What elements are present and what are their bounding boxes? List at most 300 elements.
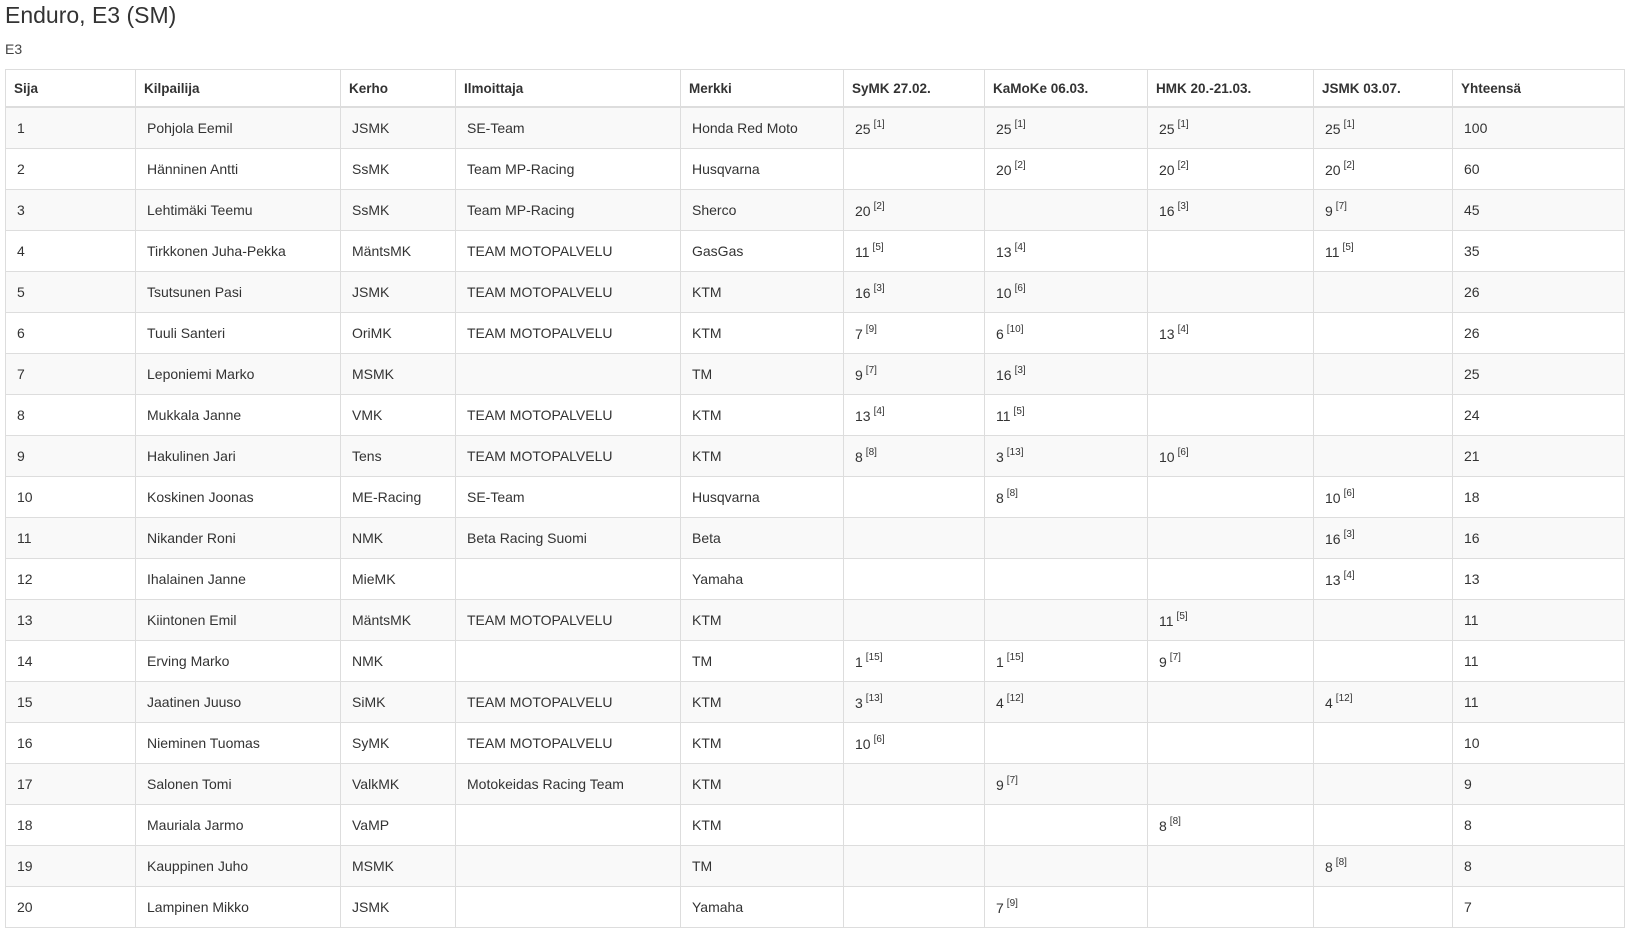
round-points: 4 [1325, 695, 1333, 711]
cell-total: 10 [1453, 723, 1625, 764]
cell-total: 11 [1453, 600, 1625, 641]
col-header-club[interactable]: Kerho [341, 70, 456, 108]
cell-total: 100 [1453, 107, 1625, 149]
cell-round-1-points [844, 682, 985, 723]
cell-position: 3 [6, 190, 136, 231]
cell-round-4-points [1314, 231, 1453, 272]
round-placing: [3] [1014, 365, 1026, 376]
cell-position: 5 [6, 272, 136, 313]
cell-club: ME-Racing [341, 477, 456, 518]
cell-total: 11 [1453, 641, 1625, 682]
cell-entrant [456, 354, 681, 395]
round-points: 20 [855, 203, 871, 219]
round-points: 13 [1325, 572, 1341, 588]
round-placing: [6] [1177, 447, 1189, 458]
round-points: 7 [996, 900, 1004, 916]
round-placing: [10] [1006, 324, 1024, 335]
cell-round-3-points [1148, 723, 1314, 764]
col-header-round-3[interactable]: HMK 20.-21.03. [1148, 70, 1314, 108]
table-row [6, 559, 1625, 600]
cell-round-1-points [844, 313, 985, 354]
cell-round-3-points [1148, 559, 1314, 600]
cell-entrant [456, 846, 681, 887]
cell-round-1-points [844, 518, 985, 559]
round-placing: [5] [1342, 242, 1354, 253]
cell-competitor: Hakulinen Jari [136, 436, 341, 477]
cell-club: JSMK [341, 272, 456, 313]
cell-total: 11 [1453, 682, 1625, 723]
table-row [6, 231, 1625, 272]
cell-round-3-points [1148, 846, 1314, 887]
round-points: 20 [1325, 162, 1341, 178]
cell-club: SiMK [341, 682, 456, 723]
cell-round-2-points [985, 887, 1148, 928]
cell-round-2-points [985, 641, 1148, 682]
cell-round-4-points [1314, 272, 1453, 313]
cell-round-4-points [1314, 682, 1453, 723]
cell-round-1-points [844, 107, 985, 149]
cell-brand: KTM [681, 395, 844, 436]
col-header-entrant[interactable]: Ilmoittaja [456, 70, 681, 108]
cell-round-2-points [985, 477, 1148, 518]
round-points: 13 [996, 244, 1012, 260]
round-placing: [1] [1343, 119, 1355, 130]
cell-total: 7 [1453, 887, 1625, 928]
table-row [6, 477, 1625, 518]
round-points: 8 [855, 449, 863, 465]
round-placing: [7] [1335, 201, 1347, 212]
round-placing: [8] [1335, 857, 1347, 868]
cell-club: ValkMK [341, 764, 456, 805]
cell-position: 15 [6, 682, 136, 723]
cell-round-2-points [985, 600, 1148, 641]
cell-brand: KTM [681, 313, 844, 354]
round-points: 13 [855, 408, 871, 424]
cell-brand: KTM [681, 764, 844, 805]
round-points: 10 [1325, 490, 1341, 506]
cell-round-3-points [1148, 149, 1314, 190]
cell-round-4-points [1314, 518, 1453, 559]
table-row [6, 190, 1625, 231]
cell-round-2-points [985, 846, 1148, 887]
cell-position: 16 [6, 723, 136, 764]
round-points: 8 [996, 490, 1004, 506]
round-points: 20 [996, 162, 1012, 178]
round-placing: [4] [1343, 570, 1355, 581]
round-points: 25 [1159, 121, 1175, 137]
cell-round-1-points [844, 190, 985, 231]
round-placing: [6] [1343, 488, 1355, 499]
cell-round-3-points [1148, 477, 1314, 518]
cell-competitor: Mauriala Jarmo [136, 805, 341, 846]
cell-club: JSMK [341, 887, 456, 928]
round-points: 1 [996, 654, 1004, 670]
cell-competitor: Hänninen Antti [136, 149, 341, 190]
cell-position: 13 [6, 600, 136, 641]
cell-round-2-points [985, 559, 1148, 600]
cell-round-3-points [1148, 354, 1314, 395]
cell-entrant: TEAM MOTOPALVELU [456, 395, 681, 436]
round-placing: [1] [1014, 119, 1026, 130]
round-placing: [5] [872, 242, 884, 253]
cell-round-3-points [1148, 518, 1314, 559]
round-points: 3 [996, 449, 1004, 465]
table-row [6, 149, 1625, 190]
cell-competitor: Leponiemi Marko [136, 354, 341, 395]
table-row [6, 846, 1625, 887]
cell-round-1-points [844, 600, 985, 641]
cell-brand: KTM [681, 723, 844, 764]
col-header-total[interactable]: Yhteensä [1453, 70, 1625, 108]
round-points: 9 [1325, 203, 1333, 219]
round-points: 25 [996, 121, 1012, 137]
cell-round-1-points [844, 272, 985, 313]
cell-competitor: Tsutsunen Pasi [136, 272, 341, 313]
cell-position: 10 [6, 477, 136, 518]
cell-round-4-points [1314, 559, 1453, 600]
cell-brand: Yamaha [681, 887, 844, 928]
col-header-brand[interactable]: Merkki [681, 70, 844, 108]
cell-round-3-points [1148, 641, 1314, 682]
cell-round-1-points [844, 477, 985, 518]
cell-round-4-points [1314, 846, 1453, 887]
cell-round-1-points [844, 354, 985, 395]
cell-position: 19 [6, 846, 136, 887]
cell-competitor: Jaatinen Juuso [136, 682, 341, 723]
cell-entrant [456, 641, 681, 682]
col-header-round-4[interactable]: JSMK 03.07. [1314, 70, 1453, 108]
round-points: 25 [855, 121, 871, 137]
round-points: 10 [996, 285, 1012, 301]
round-points: 9 [1159, 654, 1167, 670]
table-row [6, 518, 1625, 559]
cell-round-4-points [1314, 436, 1453, 477]
round-placing: [13] [1006, 447, 1024, 458]
cell-brand: Beta [681, 518, 844, 559]
cell-round-2-points [985, 682, 1148, 723]
cell-position: 17 [6, 764, 136, 805]
cell-entrant: SE-Team [456, 107, 681, 149]
round-points: 11 [1159, 613, 1174, 629]
cell-round-3-points [1148, 313, 1314, 354]
cell-round-2-points [985, 354, 1148, 395]
cell-total: 60 [1453, 149, 1625, 190]
cell-brand: KTM [681, 682, 844, 723]
cell-round-2-points [985, 436, 1148, 477]
cell-position: 7 [6, 354, 136, 395]
round-points: 16 [855, 285, 871, 301]
cell-competitor: Mukkala Janne [136, 395, 341, 436]
cell-club: VaMP [341, 805, 456, 846]
round-points: 11 [855, 244, 870, 260]
round-points: 20 [1159, 162, 1175, 178]
table-header-row [6, 70, 1625, 108]
cell-round-4-points [1314, 723, 1453, 764]
cell-entrant: Beta Racing Suomi [456, 518, 681, 559]
cell-entrant: Team MP-Racing [456, 190, 681, 231]
table-row [6, 764, 1625, 805]
cell-round-3-points [1148, 805, 1314, 846]
cell-round-3-points [1148, 190, 1314, 231]
round-placing: [5] [1176, 611, 1188, 622]
cell-position: 12 [6, 559, 136, 600]
class-label: E3 [5, 41, 23, 57]
col-header-round-2[interactable]: KaMoKe 06.03. [985, 70, 1148, 108]
round-placing: [4] [1014, 242, 1026, 253]
cell-entrant: TEAM MOTOPALVELU [456, 600, 681, 641]
cell-total: 8 [1453, 805, 1625, 846]
round-placing: [3] [873, 283, 885, 294]
cell-total: 35 [1453, 231, 1625, 272]
cell-round-2-points [985, 395, 1148, 436]
table-row [6, 682, 1625, 723]
round-placing: [12] [1335, 693, 1353, 704]
cell-round-3-points [1148, 231, 1314, 272]
round-points: 1 [855, 654, 863, 670]
cell-total: 18 [1453, 477, 1625, 518]
cell-round-2-points [985, 149, 1148, 190]
cell-brand: TM [681, 846, 844, 887]
cell-competitor: Ihalainen Janne [136, 559, 341, 600]
cell-round-4-points [1314, 641, 1453, 682]
cell-club: NMK [341, 518, 456, 559]
cell-entrant: TEAM MOTOPALVELU [456, 231, 681, 272]
round-placing: [1] [1177, 119, 1189, 130]
cell-brand: TM [681, 354, 844, 395]
cell-round-3-points [1148, 682, 1314, 723]
round-placing: [2] [1343, 160, 1355, 171]
cell-position: 8 [6, 395, 136, 436]
cell-round-4-points [1314, 190, 1453, 231]
cell-competitor: Kiintonen Emil [136, 600, 341, 641]
cell-position: 9 [6, 436, 136, 477]
cell-club: MäntsMK [341, 600, 456, 641]
cell-position: 11 [6, 518, 136, 559]
cell-total: 26 [1453, 313, 1625, 354]
round-points: 11 [1325, 244, 1340, 260]
cell-competitor: Salonen Tomi [136, 764, 341, 805]
round-points: 9 [996, 777, 1004, 793]
results-table-body [6, 107, 1625, 928]
cell-club: MSMK [341, 354, 456, 395]
cell-entrant: Motokeidas Racing Team [456, 764, 681, 805]
round-points: 11 [996, 408, 1011, 424]
cell-round-1-points [844, 764, 985, 805]
cell-round-4-points [1314, 764, 1453, 805]
cell-round-4-points [1314, 149, 1453, 190]
cell-round-3-points [1148, 395, 1314, 436]
cell-entrant: TEAM MOTOPALVELU [456, 682, 681, 723]
cell-competitor: Tirkkonen Juha-Pekka [136, 231, 341, 272]
cell-round-2-points [985, 107, 1148, 149]
cell-total: 8 [1453, 846, 1625, 887]
cell-brand: GasGas [681, 231, 844, 272]
table-row [6, 723, 1625, 764]
round-points: 16 [1325, 531, 1341, 547]
cell-brand: TM [681, 641, 844, 682]
cell-club: Tens [341, 436, 456, 477]
cell-entrant: TEAM MOTOPALVELU [456, 313, 681, 354]
cell-round-3-points [1148, 272, 1314, 313]
col-header-competitor[interactable]: Kilpailija [136, 70, 341, 108]
round-points: 7 [855, 326, 863, 342]
table-row [6, 600, 1625, 641]
cell-club: VMK [341, 395, 456, 436]
cell-club: SyMK [341, 723, 456, 764]
cell-round-2-points [985, 190, 1148, 231]
round-placing: [4] [873, 406, 885, 417]
cell-round-3-points [1148, 600, 1314, 641]
round-placing: [8] [1169, 816, 1181, 827]
cell-round-1-points [844, 887, 985, 928]
round-points: 9 [855, 367, 863, 383]
cell-total: 25 [1453, 354, 1625, 395]
cell-competitor: Kauppinen Juho [136, 846, 341, 887]
cell-club: JSMK [341, 107, 456, 149]
cell-position: 1 [6, 107, 136, 149]
cell-competitor: Nieminen Tuomas [136, 723, 341, 764]
cell-position: 2 [6, 149, 136, 190]
cell-round-1-points [844, 641, 985, 682]
round-points: 16 [996, 367, 1012, 383]
cell-club: MäntsMK [341, 231, 456, 272]
cell-round-4-points [1314, 887, 1453, 928]
cell-entrant: TEAM MOTOPALVELU [456, 723, 681, 764]
round-points: 8 [1325, 859, 1333, 875]
table-row [6, 107, 1625, 149]
cell-round-1-points [844, 846, 985, 887]
table-row [6, 313, 1625, 354]
cell-position: 4 [6, 231, 136, 272]
cell-entrant [456, 559, 681, 600]
cell-competitor: Tuuli Santeri [136, 313, 341, 354]
cell-round-1-points [844, 395, 985, 436]
round-placing: [6] [873, 734, 885, 745]
round-points: 25 [1325, 121, 1341, 137]
table-row [6, 272, 1625, 313]
cell-round-3-points [1148, 107, 1314, 149]
cell-competitor: Lampinen Mikko [136, 887, 341, 928]
round-placing: [4] [1177, 324, 1189, 335]
cell-brand: Husqvarna [681, 477, 844, 518]
table-row [6, 395, 1625, 436]
cell-entrant: TEAM MOTOPALVELU [456, 272, 681, 313]
cell-total: 9 [1453, 764, 1625, 805]
round-points: 6 [996, 326, 1004, 342]
cell-brand: Husqvarna [681, 149, 844, 190]
cell-competitor: Koskinen Joonas [136, 477, 341, 518]
round-placing: [2] [1177, 160, 1189, 171]
cell-round-2-points [985, 231, 1148, 272]
cell-round-2-points [985, 805, 1148, 846]
cell-round-4-points [1314, 477, 1453, 518]
round-placing: [9] [1006, 898, 1018, 909]
cell-total: 13 [1453, 559, 1625, 600]
cell-round-1-points [844, 436, 985, 477]
table-row [6, 805, 1625, 846]
cell-position: 14 [6, 641, 136, 682]
round-placing: [7] [1006, 775, 1018, 786]
results-table [5, 69, 1625, 928]
round-placing: [9] [865, 324, 877, 335]
round-points: 3 [855, 695, 863, 711]
cell-round-4-points [1314, 395, 1453, 436]
round-placing: [2] [1014, 160, 1026, 171]
round-placing: [5] [1013, 406, 1025, 417]
cell-round-1-points [844, 805, 985, 846]
cell-total: 45 [1453, 190, 1625, 231]
cell-brand: KTM [681, 436, 844, 477]
cell-entrant: SE-Team [456, 477, 681, 518]
cell-round-1-points [844, 559, 985, 600]
cell-round-4-points [1314, 313, 1453, 354]
cell-brand: Sherco [681, 190, 844, 231]
round-points: 13 [1159, 326, 1175, 342]
cell-total: 26 [1453, 272, 1625, 313]
cell-round-4-points [1314, 600, 1453, 641]
cell-position: 6 [6, 313, 136, 354]
round-placing: [1] [873, 119, 885, 130]
round-points: 16 [1159, 203, 1175, 219]
round-placing: [7] [1169, 652, 1181, 663]
cell-brand: KTM [681, 600, 844, 641]
cell-brand: Yamaha [681, 559, 844, 600]
round-placing: [7] [865, 365, 877, 376]
cell-position: 18 [6, 805, 136, 846]
cell-total: 24 [1453, 395, 1625, 436]
cell-round-2-points [985, 272, 1148, 313]
cell-round-4-points [1314, 354, 1453, 395]
cell-entrant: Team MP-Racing [456, 149, 681, 190]
round-points: 8 [1159, 818, 1167, 834]
cell-total: 21 [1453, 436, 1625, 477]
cell-competitor: Pohjola Eemil [136, 107, 341, 149]
cell-round-1-points [844, 723, 985, 764]
cell-entrant: TEAM MOTOPALVELU [456, 436, 681, 477]
cell-total: 16 [1453, 518, 1625, 559]
cell-club: SsMK [341, 190, 456, 231]
col-header-round-1[interactable]: SyMK 27.02. [844, 70, 985, 108]
round-placing: [6] [1014, 283, 1026, 294]
round-placing: [13] [865, 693, 883, 704]
cell-round-1-points [844, 231, 985, 272]
cell-club: MSMK [341, 846, 456, 887]
cell-competitor: Erving Marko [136, 641, 341, 682]
cell-round-2-points [985, 723, 1148, 764]
cell-club: MieMK [341, 559, 456, 600]
round-placing: [12] [1006, 693, 1024, 704]
cell-club: NMK [341, 641, 456, 682]
cell-club: OriMK [341, 313, 456, 354]
table-row [6, 641, 1625, 682]
cell-competitor: Nikander Roni [136, 518, 341, 559]
table-row [6, 887, 1625, 928]
round-placing: [15] [1006, 652, 1024, 663]
cell-round-2-points [985, 764, 1148, 805]
cell-entrant [456, 805, 681, 846]
round-placing: [2] [873, 201, 885, 212]
round-points: 10 [855, 736, 871, 752]
cell-brand: KTM [681, 272, 844, 313]
cell-round-2-points [985, 313, 1148, 354]
cell-round-4-points [1314, 107, 1453, 149]
col-header-position[interactable]: Sija [6, 70, 136, 108]
cell-brand: Honda Red Moto [681, 107, 844, 149]
page-title: Enduro, E3 (SM) [5, 2, 177, 28]
cell-round-3-points [1148, 764, 1314, 805]
table-row [6, 354, 1625, 395]
table-row [6, 436, 1625, 477]
